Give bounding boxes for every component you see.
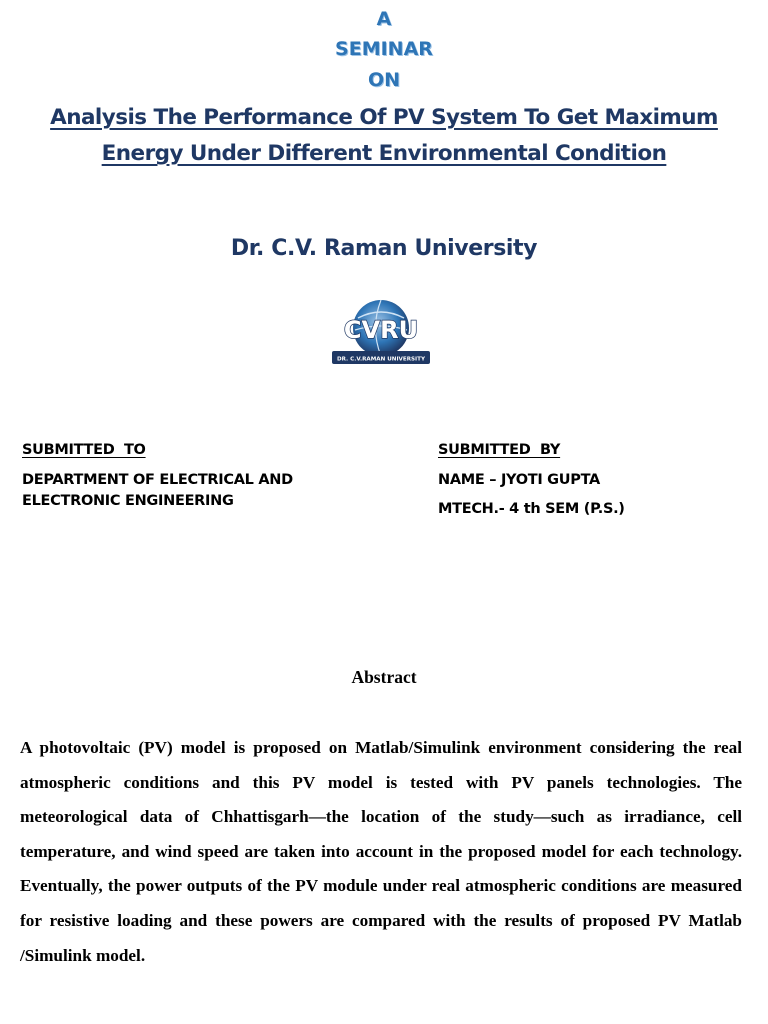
department-line-1: DEPARTMENT OF ELECTRICAL AND bbox=[22, 471, 293, 488]
header-a: A bbox=[376, 8, 392, 30]
submitted-by-section bbox=[438, 440, 758, 529]
student-program: MTECH.- 4 th SEM (P.S.) bbox=[438, 501, 625, 517]
abstract-heading: Abstract bbox=[351, 667, 417, 687]
logo-text: CVRU bbox=[343, 316, 419, 344]
university-name: Dr. C.V. Raman University bbox=[230, 236, 538, 261]
header-seminar: SEMINAR bbox=[335, 38, 433, 60]
title-line-2: Energy Under Different Environmental Condition bbox=[101, 141, 667, 166]
university-logo bbox=[330, 296, 432, 368]
logo-banner-text: DR. C.V.RAMAN UNIVERSITY bbox=[337, 356, 425, 363]
cvru-logo-icon bbox=[330, 296, 432, 368]
submitted-to-section bbox=[22, 440, 362, 513]
page-title bbox=[10, 100, 758, 172]
submitted-to-heading: SUBMITTED TO bbox=[22, 442, 146, 458]
abstract-body: A photovoltaic (PV) model is proposed on Matlab/Simulink environment considering the real atmospheric conditions and this PV model is tested with PV panels technologies. The meteorological data of Chhattisgarh—the location of the study—such as irradiance, cell temperature, and wind speed are taken into account in the proposed model for each technology. Eventually, the power outputs of the PV module under real atmospheric conditions are measured for resistive loading and these powers are compared with the results of proposed PV Matlab /Simulink model. bbox=[20, 738, 742, 965]
submitted-by-heading: SUBMITTED BY bbox=[438, 442, 561, 458]
department-line-2: ELECTRONIC ENGINEERING bbox=[22, 493, 234, 509]
header-on: ON bbox=[367, 69, 401, 91]
title-line-1: Analysis The Performance Of PV System To Get Maximum bbox=[50, 105, 718, 130]
student-name: NAME – JYOTI GUPTA bbox=[438, 471, 600, 488]
